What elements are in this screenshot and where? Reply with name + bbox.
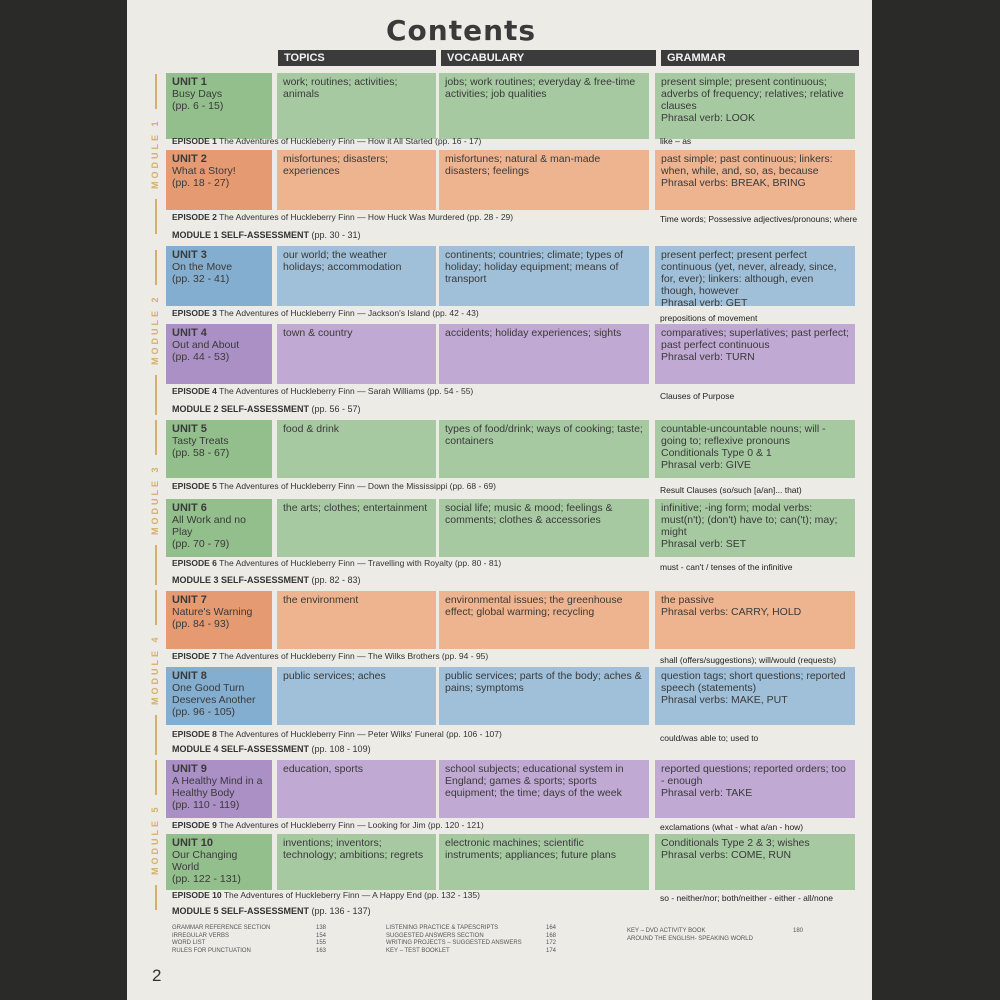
episode-title: The Adventures of Huckleberry Finn — Peter Wilks' Funeral (pp. 106 - 107)	[219, 729, 502, 739]
unit-number: UNIT 3	[172, 249, 207, 261]
episode-label: EPISODE 5	[172, 481, 217, 491]
grammar-extra: Result Clauses (so/such [a/an]... that)	[660, 485, 802, 495]
topics-cell: public services; aches	[277, 667, 436, 725]
header-vocabulary: VOCABULARY	[441, 50, 656, 66]
unit-cell	[166, 499, 272, 557]
self-assessment-pages: (pp. 82 - 83)	[311, 575, 361, 585]
unit-number: UNIT 4	[172, 327, 207, 339]
episode-label: EPISODE 7	[172, 651, 217, 661]
grammar-extra: shall (offers/suggestions); will/would (requests)	[660, 655, 837, 665]
grammar-text: question tags; short questions; reported speech (statements)	[661, 670, 846, 694]
unit-title: Nature's Warning	[172, 606, 253, 618]
page-title: Contents	[386, 14, 537, 47]
grammar-cell	[655, 667, 855, 725]
vocabulary-cell: school subjects; educational system in England; games & sports; sports equipment; the time; days of the week	[439, 760, 649, 818]
grammar-text: Conditionals Type 2 & 3; wishes	[661, 837, 810, 849]
phrasal-verb: Phrasal verb: TURN	[661, 351, 755, 363]
footer-col1: GRAMMAR REFERENCE SECTION IRREGULAR VERBS WORD LIST RULES FOR PUNCTUATION	[172, 925, 271, 954]
phrasal-verb: Phrasal verb: SET	[661, 538, 747, 550]
grammar-cell	[655, 834, 855, 890]
unit-number: UNIT 5	[172, 423, 207, 435]
episode-row	[172, 729, 502, 739]
unit-pages: (pp. 96 - 105)	[172, 706, 236, 718]
unit-title: All Work and no Play	[172, 514, 246, 538]
self-assessment-label: MODULE 3 SELF-ASSESSMENT	[172, 575, 310, 585]
unit-cell	[166, 760, 272, 818]
episode-label: EPISODE 9	[172, 820, 217, 830]
phrasal-verb: Phrasal verbs: CARRY, HOLD	[661, 606, 802, 618]
episode-row	[172, 651, 488, 661]
unit-title: One Good Turn Deserves Another	[172, 682, 256, 706]
grammar-extra: like – as	[660, 136, 692, 146]
unit-pages: (pp. 6 - 15)	[172, 100, 224, 112]
footer-col3: KEY – DVD ACTIVITY BOOK AROUND THE ENGLISH- SPEAKING WORLD	[627, 928, 753, 942]
unit-pages: (pp. 58 - 67)	[172, 447, 230, 459]
grammar-cell	[655, 499, 855, 557]
unit-number: UNIT 8	[172, 670, 207, 682]
episode-label: EPISODE 2	[172, 212, 217, 222]
grammar-text: present simple; present continuous; adverbs of frequency; relatives; relative clauses	[661, 76, 844, 112]
episode-label: EPISODE 3	[172, 308, 217, 318]
grammar-extra: exclamations (what - what a/an - how)	[660, 822, 804, 832]
self-assessment-row	[172, 744, 371, 754]
episode-label: EPISODE 8	[172, 729, 217, 739]
vocabulary-cell: environmental issues; the greenhouse effect; global warming; recycling	[439, 591, 649, 649]
episode-label: EPISODE 4	[172, 386, 217, 396]
unit-cell	[166, 834, 272, 890]
episode-title: The Adventures of Huckleberry Finn — Looking for Jim (pp. 120 - 121)	[219, 820, 484, 830]
unit-title: Busy Days	[172, 88, 223, 100]
episode-row	[172, 136, 481, 146]
grammar-text: infinitive; -ing form; modal verbs: must(n't); (don't) have to; can('t); may; might	[661, 502, 838, 538]
self-assessment-label: MODULE 5 SELF-ASSESSMENT	[172, 906, 310, 916]
phrasal-verb: Phrasal verbs: BREAK, BRING	[661, 177, 806, 189]
unit-cell	[166, 667, 272, 725]
header-topics: TOPICS	[278, 50, 436, 66]
topics-cell: our world; the weather holidays; accommodation	[277, 246, 436, 306]
vocabulary-cell: jobs; work routines; everyday & free-time activities; job qualities	[439, 73, 649, 139]
phrasal-verb: Phrasal verb: TAKE	[661, 787, 753, 799]
vocabulary-cell: continents; countries; climate; types of holiday; holiday equipment; means of transport	[439, 246, 649, 306]
unit-title: On the Move	[172, 261, 233, 273]
topics-cell: education, sports	[277, 760, 436, 818]
unit-title: Our Changing World	[172, 849, 238, 873]
self-assessment-pages: (pp. 56 - 57)	[311, 404, 361, 414]
vocabulary-cell: misfortunes; natural & man-made disasters; feelings	[439, 150, 649, 210]
grammar-text: the passive	[661, 594, 715, 606]
grammar-cell	[655, 591, 855, 649]
episode-title: The Adventures of Huckleberry Finn — The Wilks Brothers (pp. 94 - 95)	[219, 651, 489, 661]
unit-number: UNIT 9	[172, 763, 207, 775]
episode-row	[172, 890, 480, 900]
self-assessment-row	[172, 230, 361, 240]
header-grammar: GRAMMAR	[661, 50, 859, 66]
unit-title: Out and About	[172, 339, 240, 351]
page-number: 2	[152, 966, 162, 985]
unit-cell	[166, 246, 272, 306]
unit-pages: (pp. 70 - 79)	[172, 538, 230, 550]
grammar-cell	[655, 760, 855, 818]
vocabulary-cell: public services; parts of the body; aches & pains; symptoms	[439, 667, 649, 725]
episode-title: The Adventures of Huckleberry Finn — Jackson's Island (pp. 42 - 43)	[219, 308, 479, 318]
self-assessment-row	[172, 906, 371, 916]
episode-row	[172, 558, 501, 568]
self-assessment-label: MODULE 2 SELF-ASSESSMENT	[172, 404, 310, 414]
grammar-text: countable-uncountable nouns; will - going to; reflexive pronouns Conditionals Type 0 & 1	[661, 423, 826, 459]
self-assessment-pages: (pp. 30 - 31)	[311, 230, 361, 240]
footer-col2: LISTENING PRACTICE & TAPESCRIPTS SUGGESTED ANSWERS SECTION WRITING PROJECTS – SUGGESTED ANSWERS KEY – TEST BOOKLET	[386, 925, 522, 954]
unit-number: UNIT 2	[172, 153, 207, 165]
unit-number: UNIT 6	[172, 502, 207, 514]
episode-label: EPISODE 10	[172, 890, 222, 900]
unit-cell	[166, 73, 272, 139]
grammar-cell	[655, 246, 855, 306]
episode-row	[172, 481, 496, 491]
episode-row	[172, 212, 513, 222]
grammar-extra: Time words; Possessive adjectives/pronouns; where	[660, 214, 858, 224]
phrasal-verb: Phrasal verb: LOOK	[661, 112, 755, 124]
episode-title: The Adventures of Huckleberry Finn — Down the Mississippi (pp. 68 - 69)	[219, 481, 496, 491]
episode-title: The Adventures of Huckleberry Finn — How Huck Was Murdered (pp. 28 - 29)	[219, 212, 514, 222]
grammar-cell	[655, 324, 855, 384]
self-assessment-label: MODULE 4 SELF-ASSESSMENT	[172, 744, 310, 754]
grammar-extra: could/was able to; used to	[660, 733, 759, 743]
episode-title: The Adventures of Huckleberry Finn — Sarah Williams (pp. 54 - 55)	[219, 386, 474, 396]
episode-label: EPISODE 1	[172, 136, 217, 146]
unit-pages: (pp. 122 - 131)	[172, 873, 241, 885]
unit-cell	[166, 420, 272, 478]
vocabulary-cell: types of food/drink; ways of cooking; taste; containers	[439, 420, 649, 478]
grammar-cell	[655, 150, 855, 210]
grammar-text: past simple; past continuous; linkers: when, while, and, so, as, because	[661, 153, 833, 177]
footer-col2-pages: 164 168 172 174	[546, 925, 557, 954]
footer-col3-pages: 180	[793, 928, 804, 934]
unit-cell	[166, 591, 272, 649]
footer-col1-pages: 138 154 155 163	[316, 925, 327, 954]
grammar-cell	[655, 420, 855, 478]
episode-row	[172, 386, 473, 396]
unit-pages: (pp. 32 - 41)	[172, 273, 230, 285]
unit-pages: (pp. 44 - 53)	[172, 351, 230, 363]
grammar-extra: prepositions of movement	[660, 313, 758, 323]
vocabulary-cell: social life; music & mood; feelings & comments; clothes & accessories	[439, 499, 649, 557]
unit-number: UNIT 7	[172, 594, 207, 606]
vocabulary-cell: electronic machines; scientific instruments; appliances; future plans	[439, 834, 649, 890]
episode-title: The Adventures of Huckleberry Finn — A Happy End (pp. 132 - 135)	[223, 890, 480, 900]
module-label: MODULE 3	[150, 455, 164, 545]
grammar-extra: Clauses of Purpose	[660, 391, 735, 401]
episode-label: EPISODE 6	[172, 558, 217, 568]
module-label: MODULE 2	[150, 285, 164, 375]
self-assessment-row	[172, 404, 361, 414]
unit-cell	[166, 324, 272, 384]
phrasal-verb: Phrasal verbs: MAKE, PUT	[661, 694, 788, 706]
vocabulary-cell: accidents; holiday experiences; sights	[439, 324, 649, 384]
module-label: MODULE 4	[150, 625, 164, 715]
unit-pages: (pp. 18 - 27)	[172, 177, 230, 189]
self-assessment-pages: (pp. 108 - 109)	[311, 744, 371, 754]
unit-number: UNIT 1	[172, 76, 207, 88]
phrasal-verb: Phrasal verb: GIVE	[661, 459, 751, 471]
unit-title: Tasty Treats	[172, 435, 229, 447]
episode-title: The Adventures of Huckleberry Finn — Travelling with Royalty (pp. 80 - 81)	[219, 558, 502, 568]
episode-title: The Adventures of Huckleberry Finn — How it All Started (pp. 16 - 17)	[219, 136, 482, 146]
topics-cell: town & country	[277, 324, 436, 384]
grammar-extra: so - neither/nor; both/neither - either - all/none	[660, 893, 833, 903]
self-assessment-label: MODULE 1 SELF-ASSESSMENT	[172, 230, 310, 240]
unit-title: A Healthy Mind in a Healthy Body	[172, 775, 263, 799]
episode-row	[172, 820, 484, 830]
topics-cell: misfortunes; disasters; experiences	[277, 150, 436, 210]
topics-cell: work; routines; activities; animals	[277, 73, 436, 139]
module-label: MODULE 5	[150, 795, 164, 885]
grammar-text: reported questions; reported orders; too - enough	[661, 763, 847, 787]
unit-pages: (pp. 84 - 93)	[172, 618, 230, 630]
topics-cell: inventions; inventors; technology; ambitions; regrets	[277, 834, 436, 890]
topics-cell: the environment	[277, 591, 436, 649]
phrasal-verb: Phrasal verb: GET	[661, 297, 748, 306]
topics-cell: the arts; clothes; entertainment	[277, 499, 436, 557]
grammar-text: comparatives; superlatives; past perfect; past perfect continuous	[661, 327, 849, 351]
grammar-text: present perfect; present perfect continuous (yet, never, already, since, for, ever); linkers: although, even though, however	[661, 249, 837, 297]
unit-pages: (pp. 110 - 119)	[172, 799, 240, 811]
unit-number: UNIT 10	[172, 837, 213, 849]
phrasal-verb: Phrasal verbs: COME, RUN	[661, 849, 792, 861]
episode-row	[172, 308, 479, 318]
grammar-extra: must - can't / tenses of the infinitive	[660, 562, 793, 572]
self-assessment-pages: (pp. 136 - 137)	[311, 906, 371, 916]
grammar-cell	[655, 73, 855, 139]
unit-title: What a Story!	[172, 165, 236, 177]
topics-cell: food & drink	[277, 420, 436, 478]
unit-cell	[166, 150, 272, 210]
self-assessment-row	[172, 575, 361, 585]
module-label: MODULE 1	[150, 109, 164, 199]
